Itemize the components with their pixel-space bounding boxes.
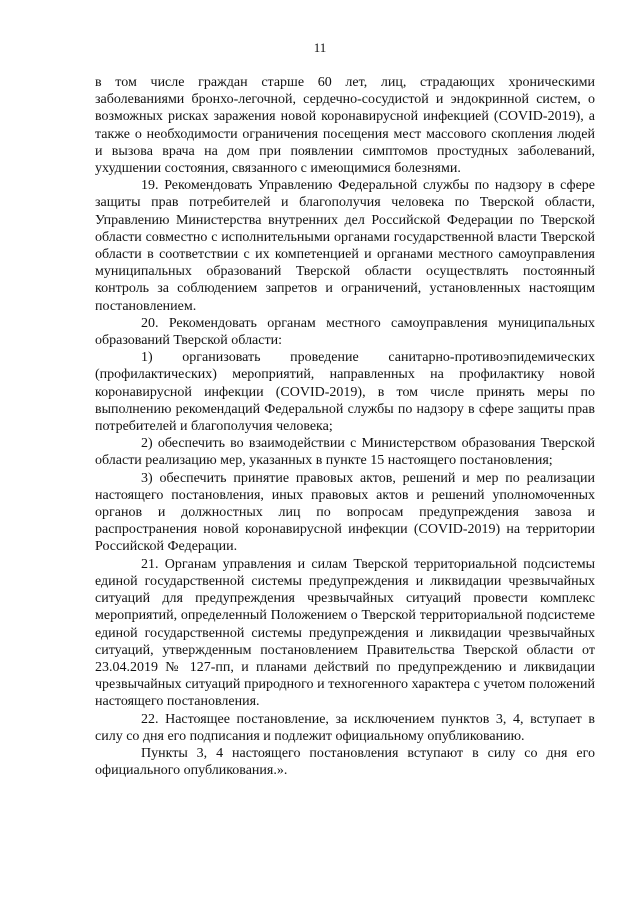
paragraph-continuation: в том числе граждан старше 60 лет, лиц, страдающих хроническими заболеваниями бронхо-легочной, сердечно-сосудистой и эндокринной систем, о возможных рисках заражения новой коронавирусной инфекцией (COVID-2019), а также о необходимости ограничения посещения мест массового скопления людей и вызова врача на дом при появлении симптомов простудных заболеваний, ухудшении состояния, связанного с имеющимися болезнями. [95,75,595,177]
paragraph-item-21: 21. Органам управления и силам Тверской территориальной подсистемы единой государственной системы предупреждения и ликвидации чрезвычайных ситуаций для предупреждения чрезвычайных ситуаций провести комплекс мероприятий, определенный Положением о Тверской территориальной подсистеме единой государственной системы предупреждения и ликвидации чрезвычайных ситуаций, утвержденным постановлением Правительства Тверской области от 23.04.2019 № 127-пп, и планами действий по предупреждению и ликвидации чрезвычайных ситуаций природного и техногенного характера с учетом положений настоящего постановления. [95,556,595,710]
page-number: 11 [313,40,327,55]
paragraph-item-19: 19. Рекомендовать Управлению Федеральной службы по надзору в сфере защиты прав потребителей и благополучия человека по Тверской области, Управлению Министерства внутренних дел Российской Федерации по Тверской области совместно с исполнительными органами государственной власти Тверской области в соответствии с их компетенцией и органами местного самоуправления муниципальных образований Тверской области осуществлять постоянный контроль за соблюдением запретов и ограничений, установленных настоящим постановлением. [95,178,595,314]
paragraph-item-20: 20. Рекомендовать органам местного самоуправления муниципальных образований Тверской области: [95,315,595,349]
paragraph-subitem-20-1: 1) организовать проведение санитарно-противоэпидемических (профилактических) мероприятий, направленных на профилактику новой коронавирусной инфекции (COVID-2019), в том числе принять меры по выполнению рекомендаций Федеральной службы по надзору в сфере защиты прав потребителей и благополучия человека; [95,350,595,435]
paragraph-subitem-20-2: 2) обеспечить во взаимодействии с Министерством образования Тверской области реализацию мер, указанных в пункте 15 настоящего постановления; [95,436,595,469]
document-body [95,74,595,779]
paragraph-item-22: 22. Настоящее постановление, за исключением пунктов 3, 4, вступает в силу со дня его подписания и подлежит официальному опубликованию. [95,711,595,744]
paragraph-final-note: Пункты 3, 4 настоящего постановления вступают в силу со дня его официального опубликования.». [95,745,595,779]
paragraph-subitem-20-3: 3) обеспечить принятие правовых актов, решений и мер по реализации настоящего постановления, иных правовых актов и решений уполномоченных органов и должностных лиц по вопросам предупреждения завоза и распространения новой коронавирусной инфекции (COVID-2019) на территории Российской Федерации. [95,470,595,555]
